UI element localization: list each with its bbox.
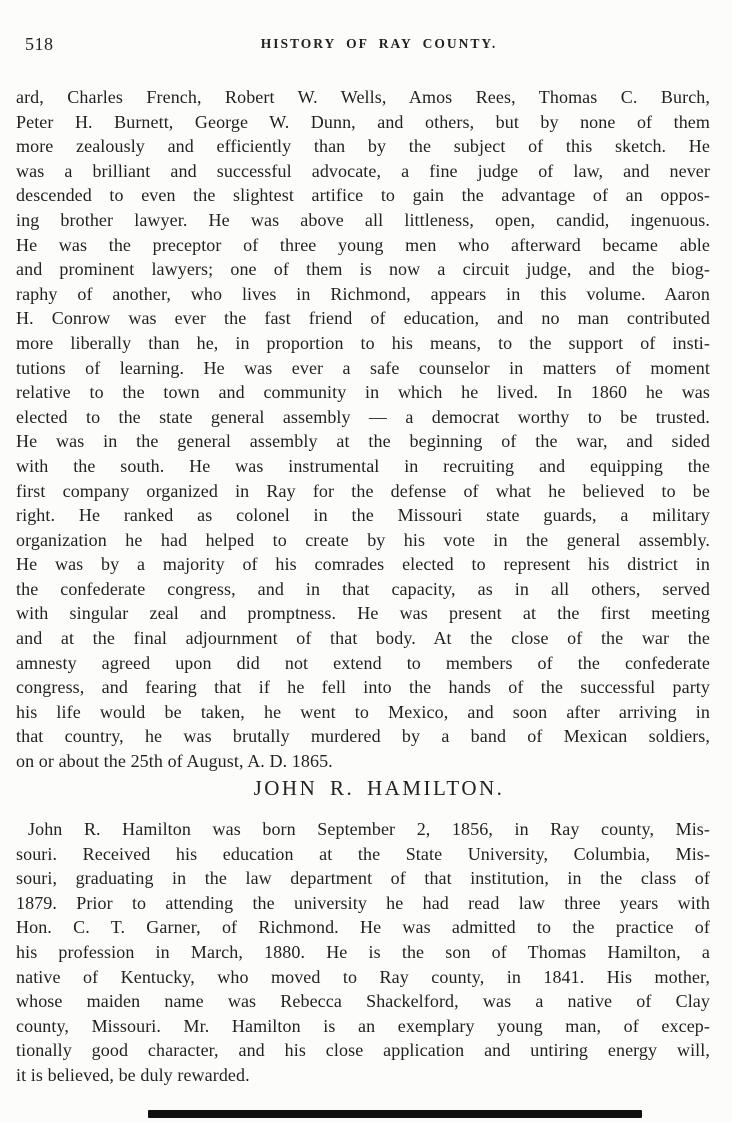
page-number: 518 — [25, 34, 54, 54]
text-line: congress, and fearing that if he fell into the hands of the successful party — [16, 677, 710, 698]
text-line: souri, graduating in the law department of that institution, in the class of — [16, 868, 710, 889]
text-line: whose maiden name was Rebecca Shackelford, was a native of Clay — [16, 991, 710, 1012]
page-header — [0, 34, 732, 56]
text-line: John R. Hamilton was born September 2, 1856, in Ray county, Mis- — [28, 819, 710, 839]
text-line: organization he had helped to create by his vote in the general assembly. — [16, 529, 710, 550]
text-line: and at the final adjournment of that body. At the close of the war the — [16, 628, 710, 649]
text-line: native of Kentucky, who moved to Ray county, in 1841. His mother, — [16, 966, 710, 987]
text-line: ing brother lawyer. He was above all littleness, open, candid, ingenuous. — [16, 209, 710, 230]
text-line: more liberally than he, in proportion to his means, to the support of insti- — [16, 332, 710, 353]
text-line: descended to even the slightest artifice to gain the advantage of an oppos- — [16, 185, 710, 206]
text-line: the confederate congress, and in that capacity, as in all others, served — [16, 578, 710, 599]
text-line: amnesty agreed upon did not extend to members of the confederate — [16, 652, 710, 673]
text-line: 1879. Prior to attending the university he had read law three years with — [16, 892, 710, 913]
text-line: and prominent lawyers; one of them is now a circuit judge, and the biog- — [16, 259, 710, 280]
text-line: Hon. C. T. Garner, of Richmond. He was admitted to the practice of — [16, 917, 710, 938]
scan-artifact-bar — [148, 1110, 642, 1118]
text-line: H. Conrow was ever the fast friend of education, and no man contributed — [16, 308, 710, 329]
text-line: ard, Charles French, Robert W. Wells, Amos Rees, Thomas C. Burch, — [16, 87, 710, 107]
text-line: first company organized in Ray for the defense of what he believed to be — [16, 480, 710, 501]
text-line: souri. Received his education at the State University, Columbia, Mis- — [16, 843, 710, 864]
text-line: his profession in March, 1880. He is the son of Thomas Hamilton, a — [16, 941, 710, 962]
text-line: was a brilliant and successful advocate, a fine judge of law, and never — [16, 160, 710, 181]
text-line: He was in the general assembly at the beginning of the war, and sided — [16, 431, 710, 452]
text-line: with singular zeal and promptness. He was present at the first meeting — [16, 603, 710, 624]
text-line: more zealously and efficiently than by the subject of this sketch. He — [16, 136, 710, 157]
text-line: his life would be taken, he went to Mexico, and soon after arriving in — [16, 701, 710, 722]
text-line: tionally good character, and his close application and untiring energy will, — [16, 1040, 710, 1061]
text-line: it is believed, be duly rewarded. — [16, 1064, 250, 1085]
running-title: HISTORY OF RAY COUNTY. — [260, 36, 498, 51]
text-line: on or about the 25th of August, A. D. 1865. — [16, 751, 333, 772]
text-line: Peter H. Burnett, George W. Dunn, and others, but by none of them — [16, 111, 710, 132]
text-line: relative to the town and community in which he lived. In 1860 he was — [16, 382, 710, 403]
text-line: tutions of learning. He was ever a safe counselor in matters of moment — [16, 357, 710, 378]
text-line: right. He ranked as colonel in the Missouri state guards, a military — [16, 505, 710, 526]
text-line: that country, he was brutally murdered by a band of Mexican soldiers, — [16, 726, 710, 747]
text-line: raphy of another, who lives in Richmond, appears in this volume. Aaron — [16, 283, 710, 304]
text-line: county, Missouri. Mr. Hamilton is an exemplary young man, of excep- — [16, 1015, 710, 1036]
text-line: elected to the state general assembly — a democrat worthy to be trusted. — [16, 406, 710, 427]
text-line: He was the preceptor of three young men who afterward became able — [16, 234, 710, 255]
paragraph-hamilton-biography — [16, 817, 710, 1088]
text-line: with the south. He was instrumental in recruiting and equipping the — [16, 455, 710, 476]
section-heading: JOHN R. HAMILTON. — [253, 776, 505, 800]
text-line: He was by a majority of his comrades elected to represent his district in — [16, 554, 710, 575]
paragraph-conrow-biography — [16, 85, 710, 774]
